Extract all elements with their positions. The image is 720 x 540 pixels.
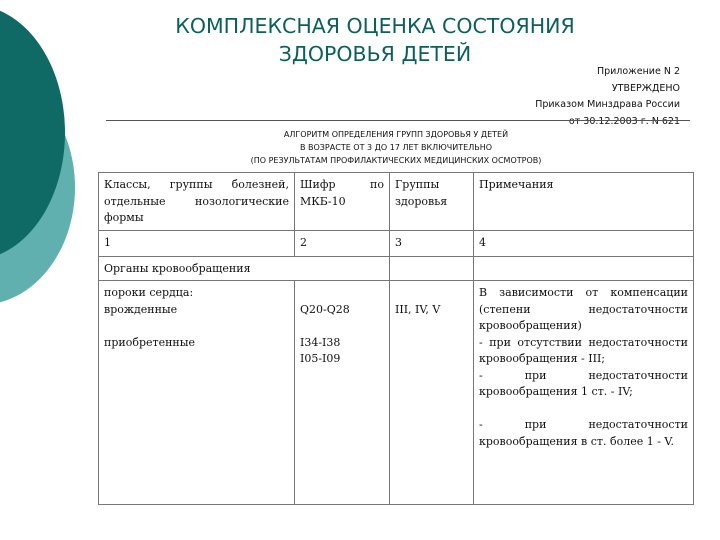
disease-cell xyxy=(99,281,295,505)
header-cell-classes: Классы, группы болезней, отдельные нозологические формы xyxy=(99,173,295,231)
note-line: - при отсутствии недостаточности кровообращения - III; xyxy=(479,335,688,365)
code-cell xyxy=(295,281,390,505)
disease-line: врожденные xyxy=(104,302,178,316)
header-cell-groups: Группы здоровья xyxy=(390,173,474,231)
page-title xyxy=(130,12,620,68)
section-cell: Органы кровообращения xyxy=(99,257,390,281)
algorithm-line-3: (ПО РЕЗУЛЬТАТАМ ПРОФИЛАКТИЧЕСКИХ МЕДИЦИНСКИХ ОСМОТРОВ) xyxy=(250,156,542,165)
number-cell-4: 4 xyxy=(474,231,694,257)
table-header-row xyxy=(99,173,694,231)
notes-cell xyxy=(474,281,694,505)
health-groups-table xyxy=(98,172,694,505)
code-line: Q20-Q28 xyxy=(300,302,350,316)
algorithm-heading xyxy=(96,128,696,167)
appendix-line-3: Приказом Минздрава России xyxy=(535,99,680,110)
number-cell-2: 2 xyxy=(295,231,390,257)
header-cell-notes: Примечания xyxy=(474,173,694,231)
algorithm-line-2: В ВОЗРАСТЕ ОТ 3 ДО 17 ЛЕТ ВКЛЮЧИТЕЛЬНО xyxy=(299,143,493,152)
title-line-1: КОМПЛЕКСНАЯ ОЦЕНКА СОСТОЯНИЯ xyxy=(175,14,575,38)
number-cell-3: 3 xyxy=(390,231,474,257)
title-line-2: ЗДОРОВЬЯ ДЕТЕЙ xyxy=(278,42,472,66)
note-line: В зависимости от компенсации (степени недостаточности кровообращения) xyxy=(479,286,688,332)
number-cell-1: 1 xyxy=(99,231,295,257)
group-cell xyxy=(390,281,474,505)
disease-line: пороки сердца: xyxy=(104,286,194,299)
table-number-row xyxy=(99,231,694,257)
appendix-line-1: Приложение N 2 xyxy=(596,66,680,77)
code-line: I05-I09 xyxy=(300,352,341,365)
group-value: III, IV, V xyxy=(395,302,441,316)
disease-line: приобретенные xyxy=(104,335,196,349)
appendix-line-4: от 30.12.2003 г. N 621 xyxy=(568,115,680,127)
appendix-line-2: УТВЕРЖДЕНО xyxy=(611,82,680,94)
algorithm-line-1: АЛГОРИТМ ОПРЕДЕЛЕНИЯ ГРУПП ЗДОРОВЬЯ У ДЕТЕЙ xyxy=(283,130,509,139)
section-empty-cell xyxy=(474,257,694,281)
divider xyxy=(106,120,690,121)
table-section-row xyxy=(99,257,694,281)
table-row xyxy=(99,281,694,505)
note-line: - при недостаточности кровообращения в ст. более 1 - V. xyxy=(479,418,688,448)
code-line: I34-I38 xyxy=(300,335,341,349)
note-line: - при недостаточности кровообращения 1 ст. - IV; xyxy=(479,368,688,398)
header-cell-code: Шифр по МКБ-10 xyxy=(295,173,390,231)
section-empty-cell xyxy=(390,257,474,281)
